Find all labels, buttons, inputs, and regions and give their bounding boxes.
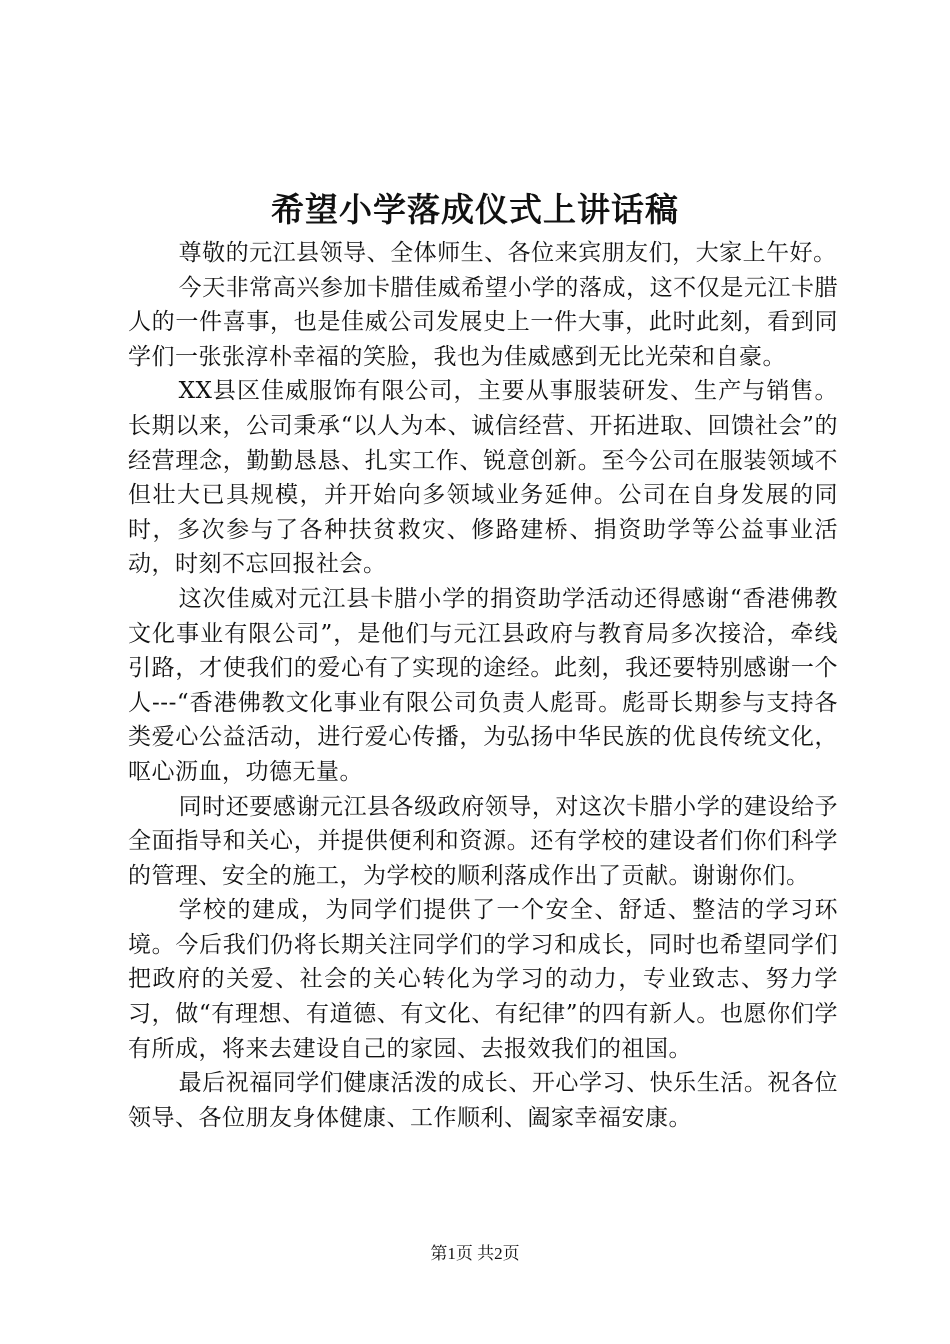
- document-body: [128, 236, 838, 1135]
- paragraph-thanks-partner: 这次佳威对元江县卡腊小学的捐资助学活动还得感谢“香港佛教文化事业有限公司”，是他们与元江县政府与教育局多次接洽，牵线引路，才使我们的爱心有了实现的途经。此刻，我还要特别感谢一个人---“香港佛教文化事业有限公司负责人彪哥。彪哥长期参与支持各类爱心公益活动，进行爱心传播，为弘扬中华民族的优良传统文化，呕心沥血，功德无量。: [128, 585, 838, 785]
- paragraph-greeting: 尊敬的元江县领导、全体师生、各位来宾朋友们，大家上午好。: [178, 240, 837, 266]
- document-title: 希望小学落成仪式上讲话稿: [271, 190, 679, 229]
- paragraph-closing: 最后祝福同学们健康活泼的成长、开心学习、快乐生活。祝各位领导、各位朋友身体健康、工作顺利、阖家幸福安康。: [128, 1070, 838, 1131]
- page-number-footer: 第1页 共2页: [430, 1244, 520, 1263]
- paragraph-company-intro: XX县区佳威服饰有限公司，主要从事服装研发、生产与销售。长期以来，公司秉承“以人为本、诚信经营、开拓进取、回馈社会”的经营理念，勤勤恳恳、扎实工作、锐意创新。至今公司在服装领域不但壮大已具规模，并开始向多领域业务延伸。公司在自身发展的同时，多次参与了各种扶贫救灾、修路建桥、捐资助学等公益事业活动，时刻不忘回报社会。: [128, 378, 838, 578]
- paragraph-students: 学校的建成，为同学们提供了一个安全、舒适、整洁的学习环境。今后我们仍将长期关注同学们的学习和成长，同时也希望同学们把政府的关爱、社会的关心转化为学习的动力，专业致志、努力学习，做“有理想、有道德、有文化、有纪律”的四有新人。也愿你们学有所成，将来去建设自己的家园、去报效我们的祖国。: [128, 897, 838, 1062]
- paragraph-opening: 今天非常高兴参加卡腊佳威希望小学的落成，这不仅是元江卡腊人的一件喜事，也是佳威公司发展史上一件大事，此时此刻，看到同学们一张张淳朴幸福的笑脸，我也为佳威感到无比光荣和自豪。: [128, 274, 838, 370]
- paragraph-thanks-government: 同时还要感谢元江县各级政府领导，对这次卡腊小学的建设给予全面指导和关心，并提供便利和资源。还有学校的建设者们你们科学的管理、安全的施工，为学校的顺利落成作出了贡献。谢谢你们。: [128, 793, 838, 889]
